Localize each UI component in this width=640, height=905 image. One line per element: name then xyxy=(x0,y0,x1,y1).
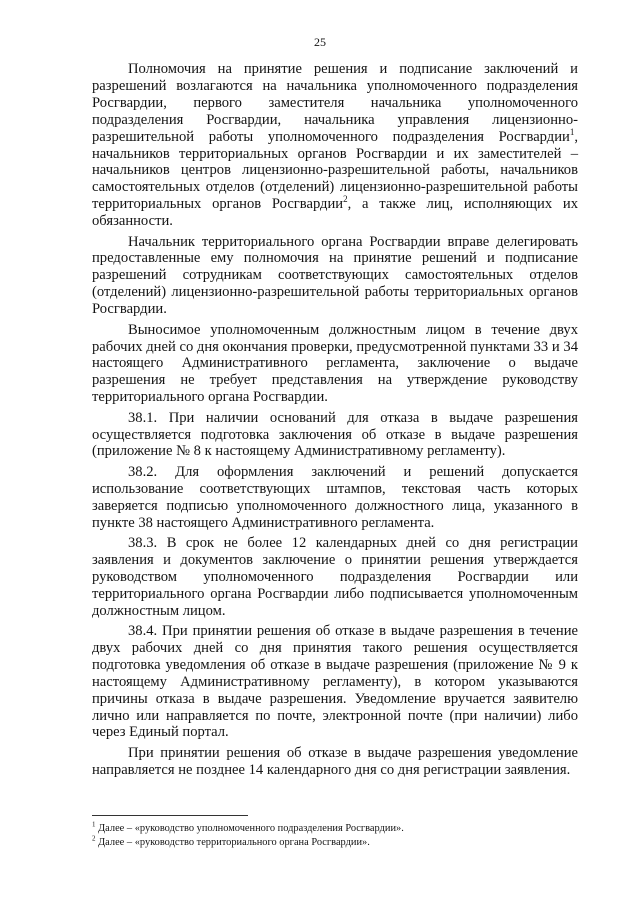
footnote-separator xyxy=(92,815,248,816)
footnote-text: Далее – «руководство уполномоченного подразделения Росгвардии». xyxy=(95,823,404,834)
footnote-text: Далее – «руководство территориального органа Росгвардии». xyxy=(95,836,370,848)
paragraph-authority xyxy=(92,61,578,230)
paragraph-38-4: 38.4. При принятии решения об отказе в выдаче разрешения в течение двух рабочих дней со дня принятия такого решения осуществляется подготовка уведомления об отказе в выдаче разрешения (приложение № 9 к настоящему Административному регламенту), в котором указываются причины отказа в выдаче разрешения. Уведомление вручается заявителю лично или направляется по почте, электронной почте (при наличии) либо через Единый портал. xyxy=(92,623,578,741)
footnote-ref: 1 xyxy=(569,126,575,137)
paragraph-refusal-notice: При принятии решения об отказе в выдаче разрешения уведомление направляется не позднее 14 календарного дня со дня регистрации заявления. xyxy=(92,744,578,778)
paragraph-38-3: 38.3. В срок не более 12 календарных дней со дня регистрации заявления и документов заключение о принятии решения утверждается руководством уполномоченного подразделения Росгвардии или территориального органа Росгвардии либо подписывается уполномоченным должностным лицом. xyxy=(92,534,578,619)
footnote-1 xyxy=(92,822,578,836)
footnote-mark: 2 xyxy=(92,834,96,843)
paragraph-text: , а также лиц, исполняющих их обязанности. xyxy=(92,196,578,230)
footnote-mark: 1 xyxy=(92,820,96,829)
footnote-2 xyxy=(92,836,578,850)
paragraph-38-1: 38.1. При наличии оснований для отказа в выдаче разрешения осуществляется подготовка заключения об отказе в выдаче разрешения (приложение № 8 к настоящему Административному регламенту). xyxy=(92,409,578,460)
document-body xyxy=(92,61,578,779)
footnote-ref: 2 xyxy=(343,194,348,205)
paragraph-conclusion: Выносимое уполномоченным должностным лицом в течение двух рабочих дней со дня окончания проверки, предусмотренной пунктами 33 и 34 настоящего Административного регламента, заключение о выдаче разрешения не требует представления на утверждение руководству территориального органа Росгвардии. xyxy=(92,321,578,406)
paragraph-delegation: Начальник территориального органа Росгвардии вправе делегировать предоставленные ему полномочия на принятие решений и подписание разрешений сотрудникам соответствующих самостоятельных отделов (отделений) лицензионно-разрешительной работы территориальных органов Росгвардии. xyxy=(92,233,578,318)
paragraph-text: Полномочия на принятие решения и подписание заключений и разрешений возлагаются на начальника уполномоченного подразделения Росгвардии, первого заместителя начальника уполномоченного подразделения Росгвардии, начальника управления лицензионно-разрешительной работы уполномоченного подразделения Росгвардии xyxy=(92,61,578,145)
page-number: 25 xyxy=(314,35,326,49)
paragraph-text: , начальников территориальных органов Росгвардии и их заместителей – начальников центров лицензионно-разрешительной работы, начальников самостоятельных отделов (отделений) лицензионно-разрешительной работы территориальных органов Росгвардии xyxy=(92,128,578,213)
paragraph-38-2: 38.2. Для оформления заключений и решений допускается использование соответствующих штампов, текстовая часть которых заверяется подписью уполномоченного должностного лица, указанного в пункте 38 настоящего Административного регламента. xyxy=(92,463,578,531)
footnotes xyxy=(92,822,578,849)
